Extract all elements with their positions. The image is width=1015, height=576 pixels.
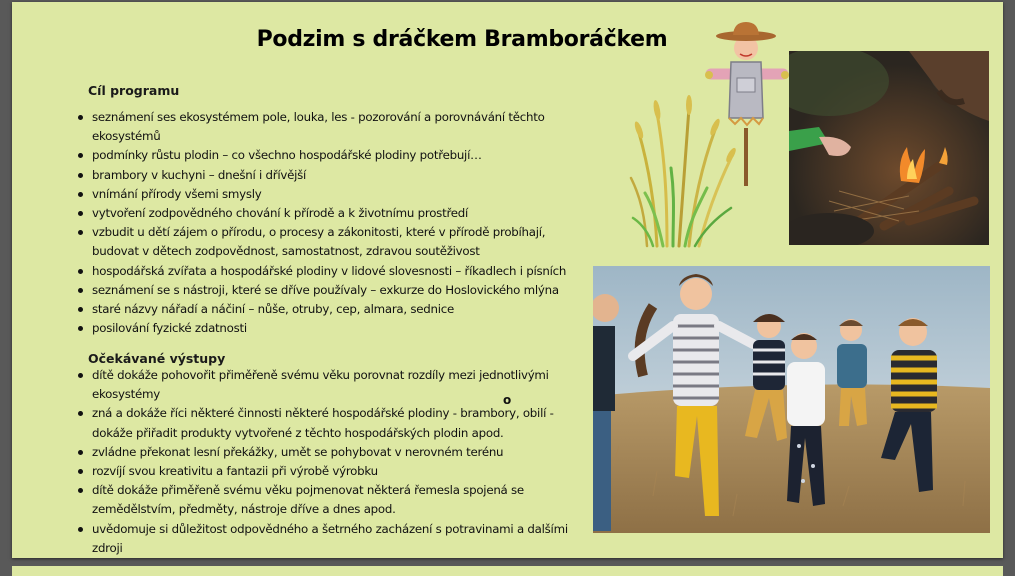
- list-item: uvědomuje si důležitost odpovědného a šetrného zacházení s potravinami a dalšími zdroji: [78, 520, 588, 558]
- list-item: brambory v kuchyni – dnešní i dřívější: [78, 166, 588, 185]
- list-item: dítě dokáže přiměřeně svému věku pojmenovat některá řemesla spojená se zemědělstvím, předměty, nástroje dříve a dnes apod.: [78, 481, 588, 519]
- list-item: seznámení se s nástroji, které se dříve používaly – exkurze do Hoslovického mlýna: [78, 281, 588, 300]
- children-running-photo: [593, 266, 990, 533]
- list-item: zvládne překonat lesní překážky, umět se pohybovat v nerovném terénu: [78, 443, 588, 462]
- list-item: posilování fyzické zdatnosti: [78, 319, 588, 338]
- list-item: rozvíjí svou kreativitu a fantazii při výrobě výrobku: [78, 462, 588, 481]
- slide: [12, 2, 1003, 558]
- slide-title: Podzim s dráčkem Bramboráčkem: [256, 27, 668, 52]
- list-item: seznámení ses ekosystémem pole, louka, les - pozorování a porovnávání těchto ekosystémů: [78, 108, 588, 146]
- scarecrow-illustration: [627, 18, 797, 253]
- outputs-list: [78, 366, 588, 558]
- list-item: vytvoření zodpovědného chování k přírodě a k životnímu prostředí: [78, 204, 588, 223]
- list-item: hospodářská zvířata a hospodářské plodiny v lidové slovesnosti – říkadlech i písních: [78, 262, 588, 281]
- outputs-heading: Očekávané výstupy: [88, 351, 226, 366]
- list-item: vnímání přírody všemi smysly: [78, 185, 588, 204]
- list-item: dítě dokáže pohovořit přiměřeně svému věku porovnat rozdíly mezi jednotlivými ekosystémy: [78, 366, 588, 404]
- goals-heading: Cíl programu: [88, 83, 180, 98]
- campfire-photo: [789, 51, 989, 245]
- goals-list: [78, 108, 588, 338]
- next-slide-edge: [12, 566, 1003, 576]
- stray-mark: o: [503, 393, 512, 407]
- list-item: vzbudit u dětí zájem o přírodu, o procesy a zákonitosti, které v přírodě probíhají, budovat v dětech zodpovědnost, samostatnost, zdravou soutěživost: [78, 223, 588, 261]
- list-item: zná a dokáže říci některé činnosti některé hospodářské plodiny - brambory, obilí - dokáže přiřadit produkty vytvořené z těchto hospodářských plodin apod.: [78, 404, 588, 442]
- list-item: staré názvy nářadí a náčiní – nůše, otruby, cep, almara, sednice: [78, 300, 588, 319]
- list-item: podmínky růstu plodin – co všechno hospodářské plodiny potřebují…: [78, 146, 588, 165]
